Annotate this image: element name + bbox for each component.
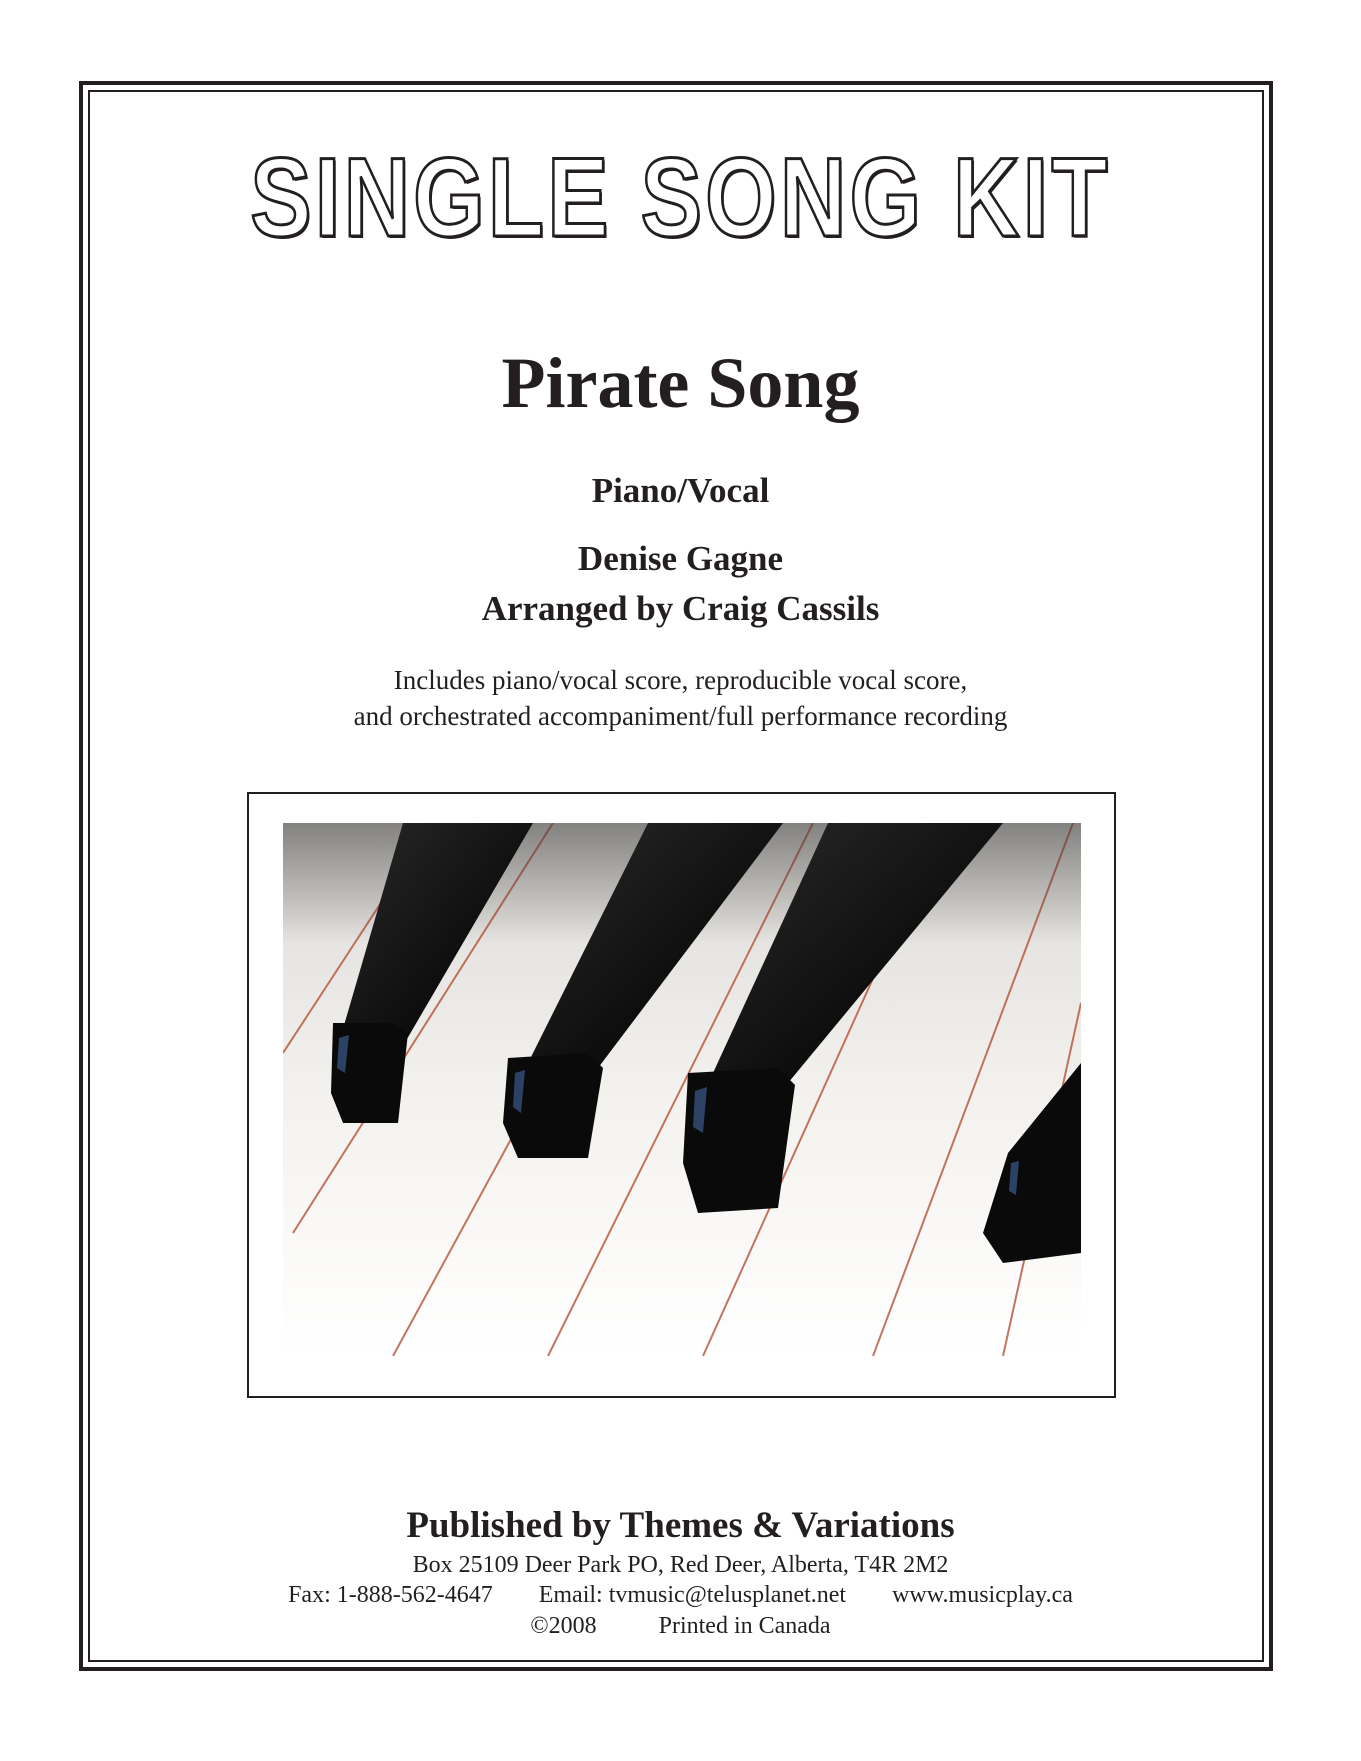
format-label: Piano/Vocal bbox=[591, 471, 770, 510]
publisher-name: Published by Themes & Variations bbox=[406, 1505, 955, 1546]
website-url: www.musicplay.ca bbox=[892, 1582, 1073, 1608]
piano-keys-illustration bbox=[283, 823, 1081, 1356]
kit-title: SINGLE SONG KIT bbox=[250, 135, 1111, 260]
description-line-1: Includes piano/vocal score, reproducible vocal score, bbox=[393, 665, 968, 695]
publisher-address: Box 25109 Deer Park PO, Red Deer, Alberta, T4R 2M2 bbox=[412, 1552, 949, 1578]
composer-name: Denise Gagne bbox=[577, 539, 784, 578]
song-title: Pirate Song bbox=[501, 343, 860, 423]
description-line-2: and orchestrated accompaniment/full performance recording bbox=[353, 701, 1008, 731]
printed-in: Printed in Canada bbox=[658, 1613, 831, 1639]
copyright-year: ©2008 bbox=[530, 1613, 597, 1639]
piano-keys-photo bbox=[283, 823, 1081, 1356]
fax-number: Fax: 1-888-562-4647 bbox=[288, 1582, 493, 1608]
contact-line bbox=[0, 1580, 1361, 1610]
copyright-line bbox=[0, 1611, 1361, 1641]
email-address: Email: tvmusic@telusplanet.net bbox=[538, 1582, 847, 1608]
arranger-name: Arranged by Craig Cassils bbox=[481, 589, 880, 628]
